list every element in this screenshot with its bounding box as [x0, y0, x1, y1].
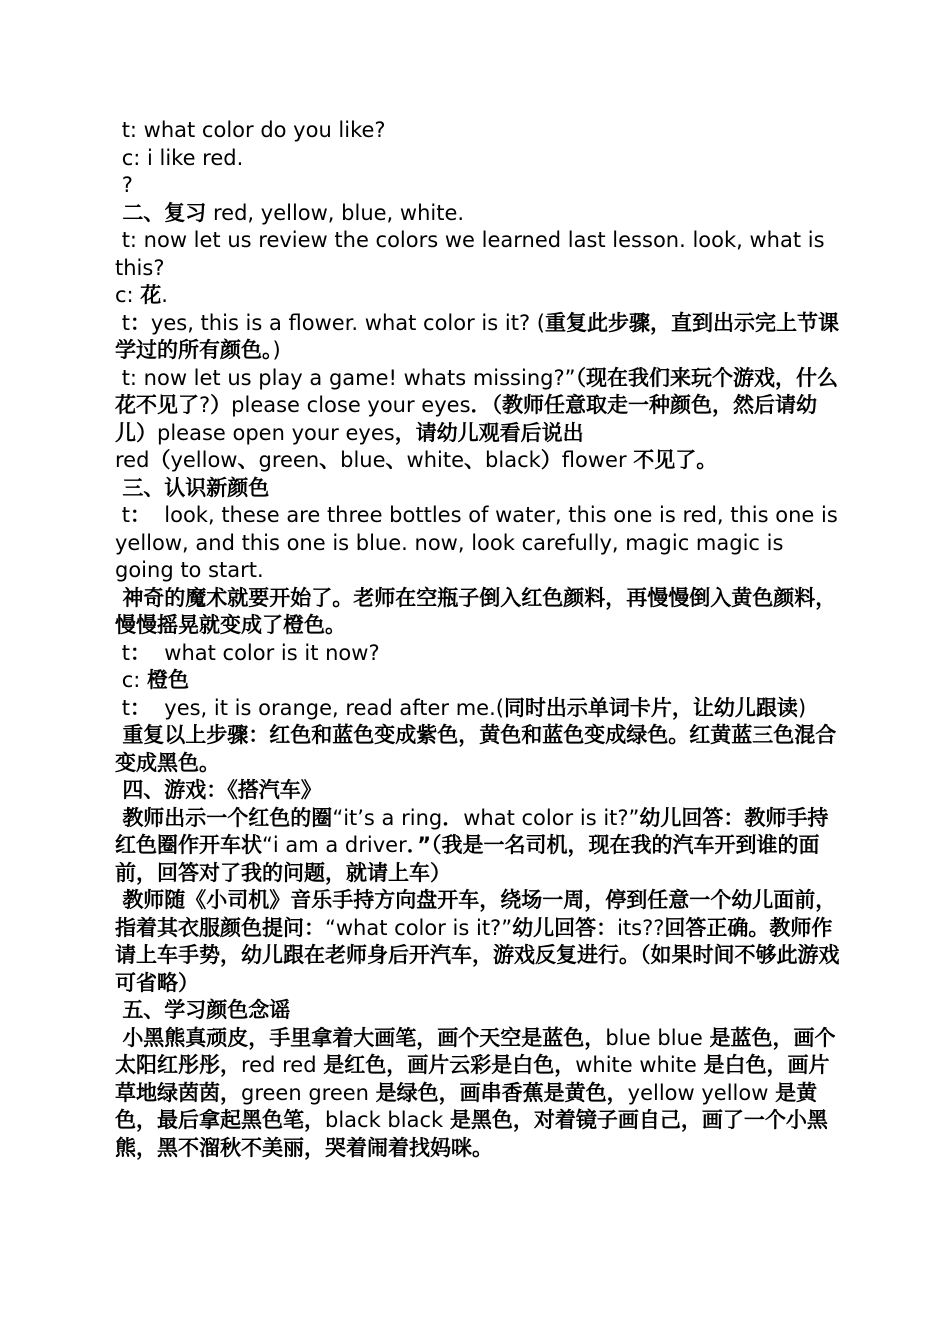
text-run: white [406, 448, 465, 472]
bold-text-run: 二、复习 [115, 200, 207, 225]
paragraph [115, 282, 840, 310]
text-run: t: now let us play a game! whats missing?” [115, 365, 576, 390]
text-run: ) [797, 695, 807, 720]
text-run: “what color is it?” [325, 915, 513, 940]
bold-text-run: 重复以上步骤：红色和蓝色变成紫色，黄色和蓝色变成绿色。红黄蓝三色混合变成黑色。 [115, 723, 837, 775]
paragraph [115, 722, 840, 777]
text-run: t: what color do you like? [115, 118, 386, 142]
text-run: black [485, 448, 541, 472]
bold-text-run: ． [442, 805, 464, 830]
paragraph [115, 997, 840, 1025]
bold-text-run: 回答正确。教师作请上车手势，幼儿跟在老师身后开汽车，游戏反复进行。（如果时间不够此游戏可省略） [115, 915, 840, 995]
bold-text-run: ： [129, 503, 151, 527]
bold-text-run: （现在我们来玩个游戏，什么花不见了 [115, 365, 838, 417]
bold-text-run: 、 [237, 448, 259, 472]
paragraph [115, 145, 840, 173]
bold-text-run: 神奇的魔术就要开始了。老师在空瓶子倒入红色颜料，再慢慢倒入黄色颜料，慢慢摇晃就变成了橙色。 [115, 585, 837, 637]
text-run: c: [115, 668, 147, 692]
bold-text-run: 是黄色，最后拿起黑色笔， [115, 1080, 818, 1132]
bold-text-run: 不见了。 [633, 448, 718, 472]
text-run: please open your eyes [157, 420, 395, 445]
bold-text-run: （ [149, 448, 171, 472]
text-run: ) [272, 338, 281, 362]
text-run: yellow [170, 448, 238, 472]
bold-text-run: ： [129, 310, 151, 335]
bold-text-run: 教师随《小司机》音乐手持方向盘开车，绕场一周，停到任意一个幼儿面前，指着其衣服颜色提问： [115, 888, 837, 940]
text-run: “it’s a ring [332, 805, 443, 830]
text-run: t [115, 503, 130, 527]
document-body [115, 117, 845, 1162]
bold-text-run: ： [129, 640, 151, 665]
text-run: red red [241, 1053, 324, 1077]
text-run: c: [115, 283, 141, 307]
text-run: yellow yellow [627, 1080, 776, 1105]
text-run: red [115, 448, 150, 472]
paragraph [115, 172, 840, 200]
bold-text-run: 是黑色，对着镜子画自己，画了一个小黑熊，黑不溜秋不美丽，哭着闹着找妈咪。 [115, 1108, 828, 1160]
paragraph [115, 227, 840, 282]
paragraph [115, 310, 840, 365]
paragraph [115, 695, 840, 723]
paragraph [115, 887, 840, 997]
paragraph [115, 640, 840, 668]
bold-text-run: ） [540, 448, 562, 472]
bold-text-run: ，请幼儿观看后说出 [394, 420, 584, 445]
text-run: what color is it now? [150, 640, 380, 665]
text-run: “i am a driver [262, 833, 407, 857]
bold-text-run: 重复此步骤，直到出示完上节课学过的所有颜色。 [115, 310, 839, 362]
bold-text-run: ： [129, 695, 151, 720]
bold-text-run: 教师出示一个红色的圈 [115, 805, 333, 830]
text-run: t [115, 695, 130, 720]
text-run: . [161, 283, 168, 307]
text-run: ? [199, 393, 211, 417]
bold-text-run: 、 [385, 448, 407, 472]
text-run: black black [325, 1108, 450, 1132]
text-run: t: now let us review the colors we learned last lesson. look, what is this? [115, 228, 832, 280]
text-run: green [258, 448, 320, 472]
text-run: what color is it?” [463, 805, 640, 830]
text-run: yes, it is orange, read after me.( [150, 695, 504, 720]
bold-text-run: ） [210, 393, 232, 417]
text-run: c: i like red. [115, 145, 244, 170]
text-run: flower [561, 448, 634, 472]
bold-text-run: 是红色，画片云彩是白色， [323, 1053, 576, 1077]
paragraph [115, 117, 840, 145]
bold-text-run: 四、游戏：《搭汽车》 [115, 778, 322, 802]
bold-text-run: 小黑熊真顽皮，手里拿着大画笔，画个天空是蓝色， [115, 1025, 606, 1050]
text-run: its?? [617, 915, 665, 940]
text-run: ? [115, 173, 133, 197]
bold-text-run: 幼儿回答： [512, 915, 618, 940]
bold-text-run: 、 [319, 448, 341, 472]
text-run: green green [241, 1080, 376, 1105]
paragraph [115, 667, 840, 695]
text-run: t [115, 640, 130, 665]
text-run: white white [575, 1053, 704, 1077]
bold-text-run: 五、学习颜色念谣 [115, 998, 291, 1022]
bold-text-run: 同时出示单词卡片，让幼儿跟读 [503, 695, 798, 720]
paragraph [115, 805, 840, 888]
text-run: t [115, 310, 130, 335]
bold-text-run: 幼儿回答：教师手持红色圈作开车状 [115, 805, 829, 857]
text-run: blue blue [605, 1025, 710, 1050]
text-run: yes, this is a flower. what color is it? ( [150, 310, 545, 335]
bold-text-run: 是绿色，画串香蕉是黄色， [375, 1080, 628, 1105]
text-run: look, these are three bottles of water, this one is red, this one is yellow, and this one is blue. now, look carefully, magic magic is going to start. [115, 503, 845, 582]
bold-text-run: 三、认识新颜色 [115, 475, 270, 500]
paragraph [115, 365, 840, 448]
bold-text-run: 花 [140, 283, 162, 307]
bold-text-run: ．（教师任意取走一种颜色，然后请幼儿） [115, 393, 818, 445]
paragraph [115, 502, 845, 585]
bold-text-run: 是蓝色，画个太阳红彤彤， [115, 1025, 836, 1077]
paragraph [115, 447, 840, 475]
text-run: red, yellow, blue, white. [206, 200, 465, 225]
bold-text-run: 橙色 [146, 668, 189, 692]
bold-text-run: ．”（我是一名司机，现在我的汽车开到谁的面前，回答对了我的问题，就请上车） [115, 833, 820, 885]
bold-text-run: 、 [464, 448, 486, 472]
paragraph [115, 585, 840, 640]
paragraph [115, 1025, 840, 1163]
text-run: please close your eyes [231, 393, 471, 417]
text-run: blue [340, 448, 386, 472]
paragraph [115, 200, 840, 228]
paragraph [115, 475, 840, 503]
bold-text-run: 是白色，画片草地绿茵茵， [115, 1053, 830, 1105]
paragraph [115, 777, 840, 805]
